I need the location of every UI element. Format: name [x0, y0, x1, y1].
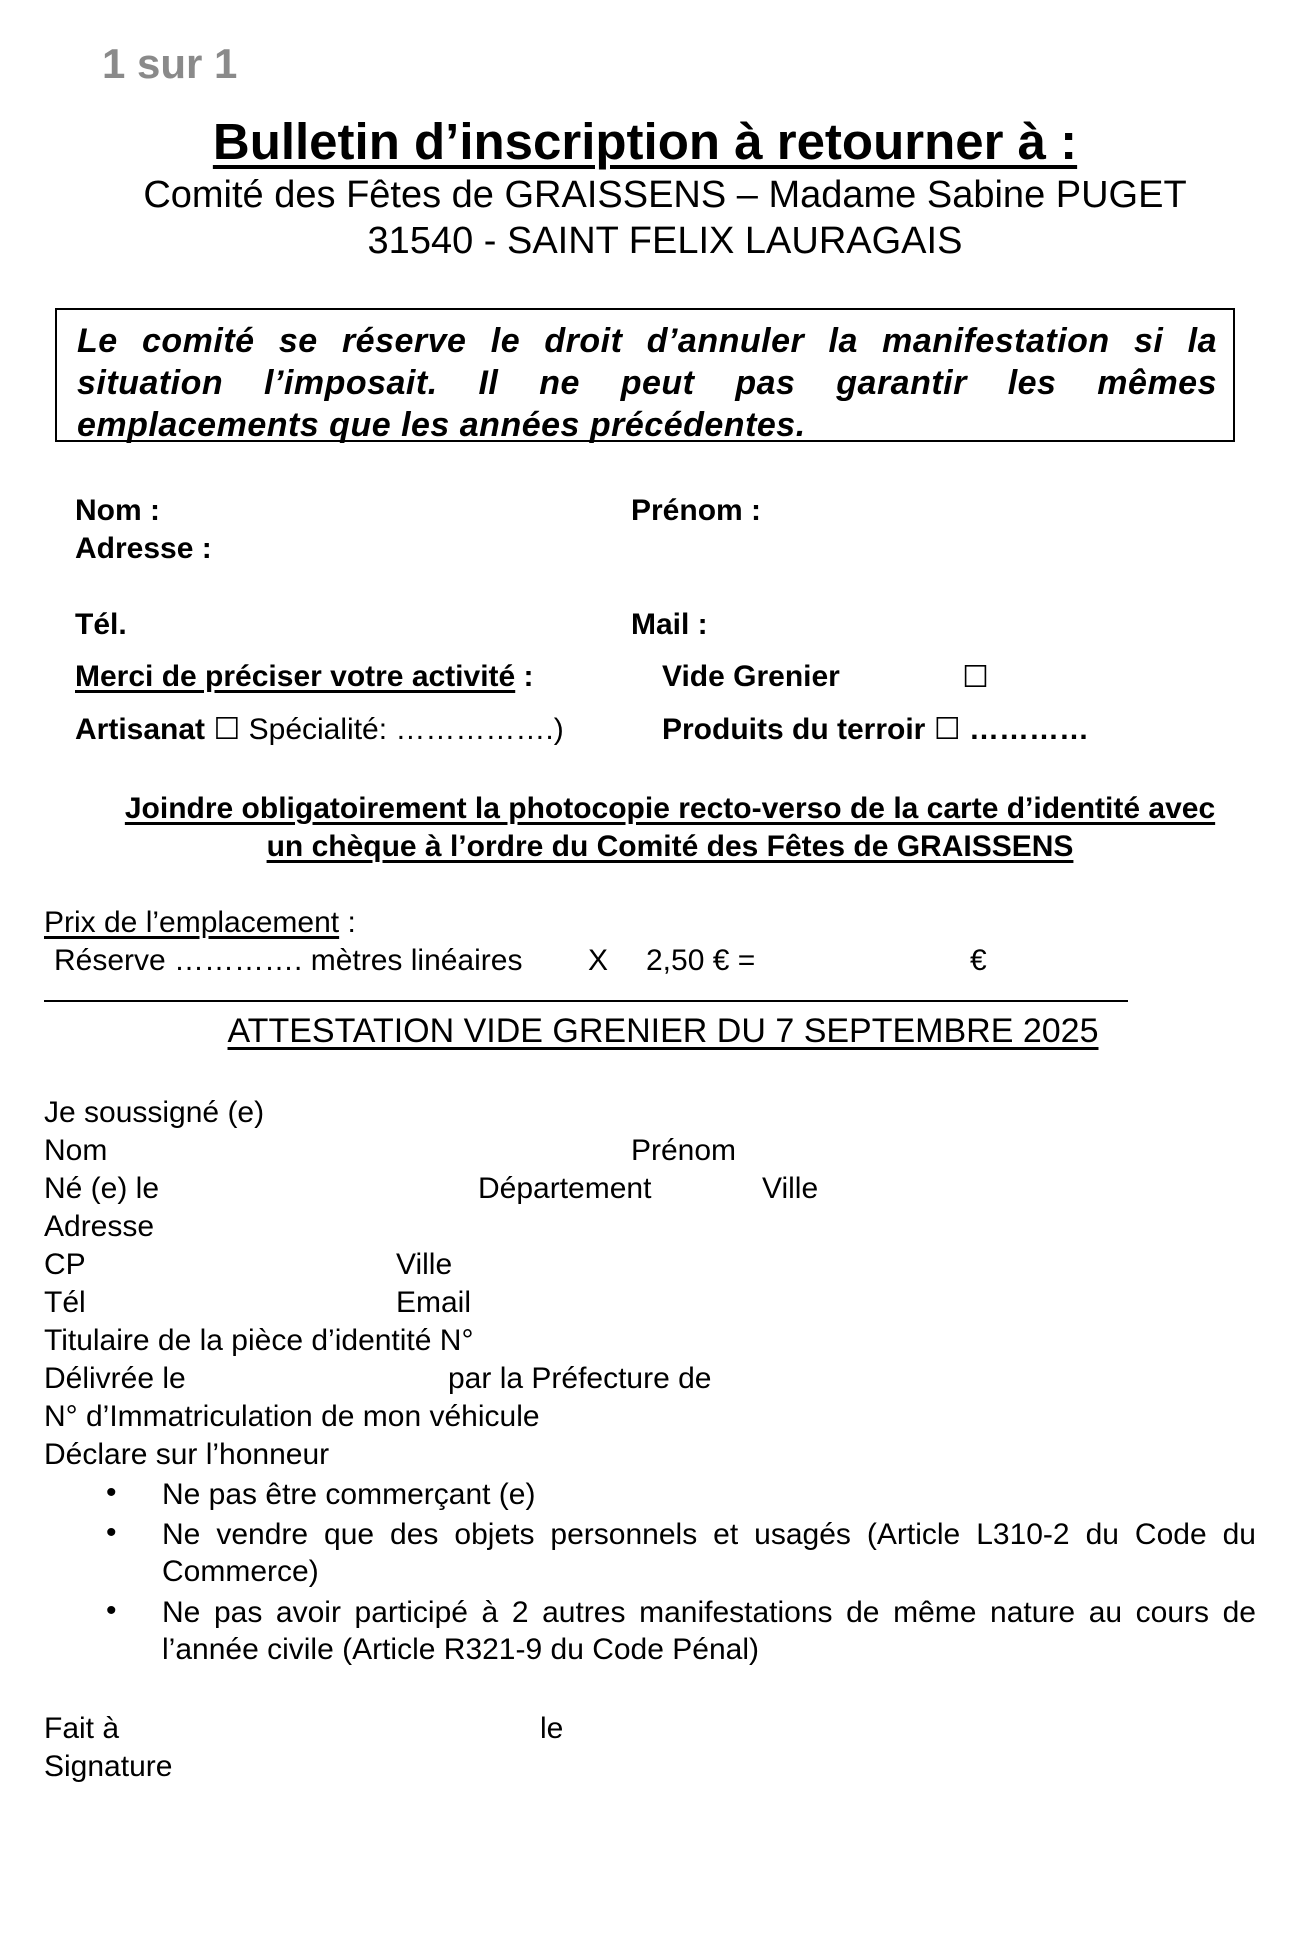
declaration-item: Ne vendre que des objets personnels et usagés (Article L310-2 du Code du Commerce) — [162, 1518, 1256, 1588]
fait-a-label: Fait à — [44, 1712, 120, 1745]
attestation-title: ATTESTATION VIDE GRENIER DU 7 SEPTEMBRE 2025 — [227, 1012, 1099, 1050]
ville-label-1: Ville — [762, 1172, 819, 1205]
total-euro: € — [970, 944, 987, 977]
specialite-label: Spécialité: …………….) — [248, 713, 564, 746]
prenom-label: Prénom : — [631, 494, 762, 527]
reserve-text: Réserve …………. mètres linéaires — [54, 944, 523, 977]
declaration-item: Ne pas avoir participé à 2 autres manifestations de même nature au cours de l’année civile (Article R321-9 du Code Pénal) — [162, 1596, 1256, 1666]
page-title: Bulletin d’inscription à retourner à : — [212, 113, 1078, 170]
titulaire-label: Titulaire de la pièce d’identité N° — [44, 1324, 474, 1357]
activite-prompt — [75, 660, 534, 694]
att-prenom-label: Prénom — [631, 1134, 737, 1167]
separator-line — [44, 1000, 1128, 1002]
price-per-meter: 2,50 € = — [646, 944, 756, 977]
ne-le-label: Né (e) le — [44, 1172, 160, 1205]
joindre-line-2: un chèque à l’ordre du Comité des Fêtes de GRAISSENS — [266, 830, 1074, 863]
produits-row — [662, 712, 1089, 747]
page-counter: 1 sur 1 — [102, 40, 238, 87]
address-line-1: Comité des Fêtes de GRAISSENS – Madame Sabine PUGET — [143, 174, 1187, 216]
att-nom-label: Nom — [44, 1134, 108, 1167]
soussigne-label: Je soussigné (e) — [44, 1096, 265, 1129]
activite-colon: : — [515, 660, 534, 693]
prix-row — [44, 906, 356, 940]
mail-label: Mail : — [631, 608, 708, 641]
cp-label: CP — [44, 1248, 86, 1281]
ville-label-2: Ville — [396, 1248, 453, 1281]
prix-colon: : — [339, 906, 356, 939]
date-le-label: le — [540, 1712, 564, 1745]
bullet-dot: • — [106, 1516, 117, 1549]
att-tel-label: Tél — [44, 1286, 86, 1319]
prefecture-label: par la Préfecture de — [448, 1362, 712, 1395]
delivree-label: Délivrée le — [44, 1362, 186, 1395]
adresse-label: Adresse : — [75, 532, 212, 565]
produits-label: Produits du terroir — [662, 713, 926, 746]
address-line-2: 31540 - SAINT FELIX LAURAGAIS — [367, 220, 963, 262]
notice-box — [55, 308, 1235, 442]
declare-label: Déclare sur l’honneur — [44, 1438, 330, 1471]
produits-checkbox[interactable]: ☐ — [933, 713, 961, 746]
prix-label: Prix de l’emplacement — [44, 906, 340, 939]
departement-label: Département — [478, 1172, 652, 1205]
bullet-dot: • — [106, 1476, 117, 1509]
att-email-label: Email — [396, 1286, 472, 1319]
immatriculation-label: N° d’Immatriculation de mon véhicule — [44, 1400, 540, 1433]
artisanat-row — [75, 712, 564, 747]
att-adresse-label: Adresse — [44, 1210, 155, 1243]
notice-text: Le comité se réserve le droit d’annuler la manifestation si la situation l’imposait. Il ne peut pas garantir les mêmes emplacements que les années précédentes. — [77, 322, 1217, 444]
vide-grenier-checkbox[interactable]: ☐ — [962, 661, 989, 694]
artisanat-label: Artisanat — [75, 713, 206, 746]
produits-dots: ………… — [968, 713, 1089, 746]
tel-label: Tél. — [75, 608, 127, 641]
joindre-line-1: Joindre obligatoirement la photocopie recto-verso de la carte d’identité avec — [124, 792, 1216, 825]
bullet-dot: • — [106, 1594, 117, 1627]
signature-label: Signature — [44, 1750, 173, 1783]
activite-label: Merci de préciser votre activité — [75, 660, 516, 693]
multiply-sign: X — [588, 944, 609, 977]
nom-label: Nom : — [75, 494, 160, 527]
artisanat-checkbox[interactable]: ☐ — [213, 713, 241, 746]
vide-grenier-label: Vide Grenier — [662, 660, 840, 693]
declaration-item: Ne pas être commerçant (e) — [162, 1478, 536, 1511]
